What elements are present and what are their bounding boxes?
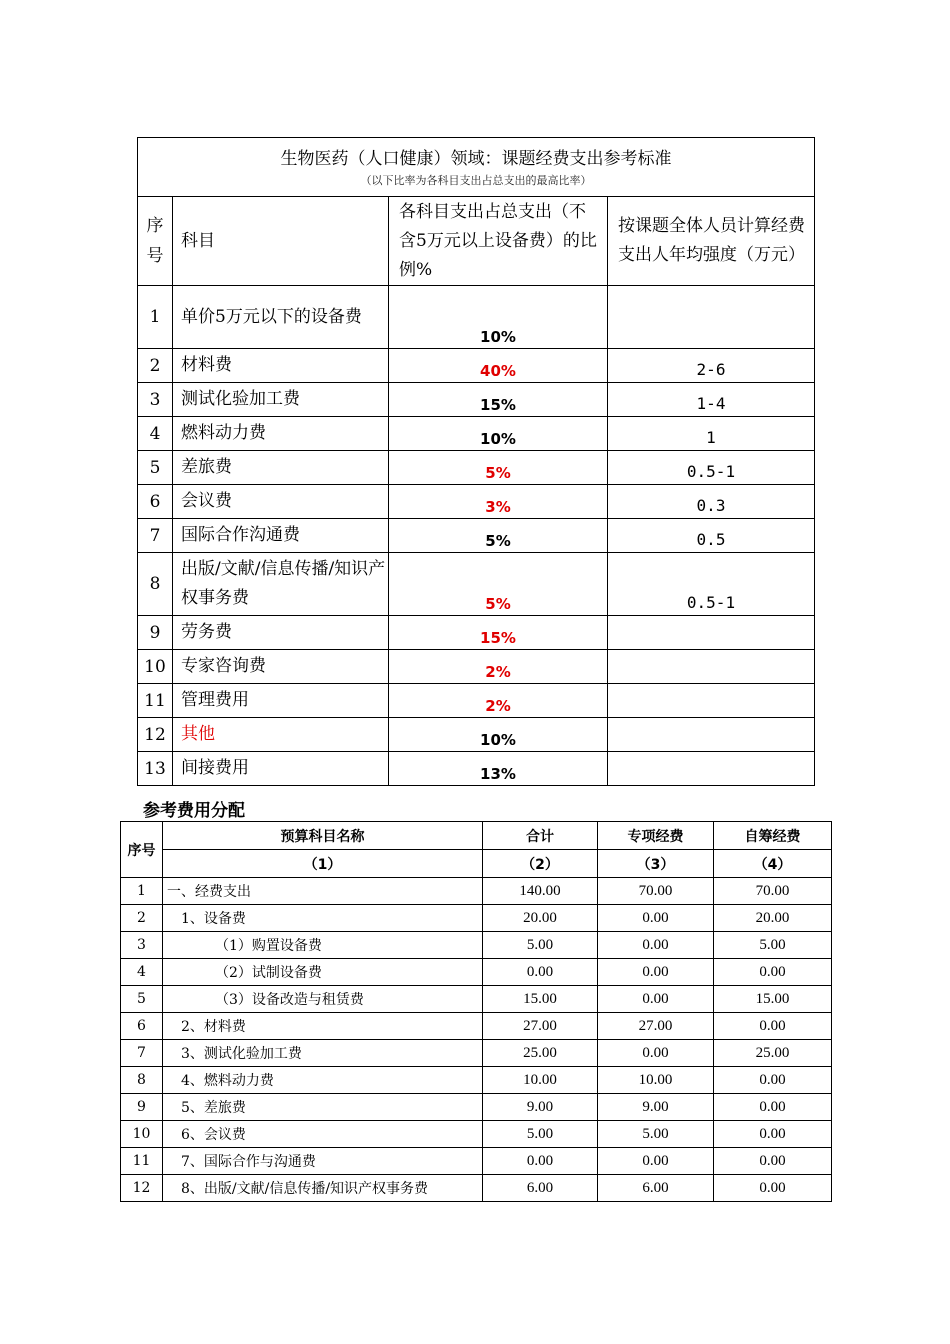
- row-seq: 4: [138, 417, 173, 451]
- row-subject: 燃料动力费: [173, 417, 389, 451]
- row-special: 0.00: [598, 932, 714, 959]
- row-self: 0.00: [714, 1175, 832, 1202]
- row-total: 140.00: [483, 878, 598, 905]
- row-special: 27.00: [598, 1013, 714, 1040]
- header-index-2: （2）: [483, 850, 598, 878]
- row-special: 0.00: [598, 1040, 714, 1067]
- row-ratio: 15%: [389, 616, 608, 650]
- header-index-4: （4）: [714, 850, 832, 878]
- row-seq: 7: [138, 519, 173, 553]
- table-row: [138, 718, 815, 752]
- table-row: [138, 752, 815, 786]
- budget-standard-table: [137, 137, 815, 786]
- table-row: [121, 1121, 832, 1148]
- table-row: [121, 905, 832, 932]
- table-row: [121, 932, 832, 959]
- row-subject: 管理费用: [173, 684, 389, 718]
- row-seq: 12: [121, 1175, 163, 1202]
- row-subject: 劳务费: [173, 616, 389, 650]
- row-total: 27.00: [483, 1013, 598, 1040]
- row-seq: 12: [138, 718, 173, 752]
- header-ratio: 各科目支出占总支出（不含5万元以上设备费）的比例%: [389, 197, 608, 286]
- row-seq: 5: [121, 986, 163, 1013]
- row-seq: 8: [121, 1067, 163, 1094]
- table-row: [138, 684, 815, 718]
- row-ratio: 15%: [389, 383, 608, 417]
- table-row: [138, 553, 815, 616]
- row-seq: 6: [138, 485, 173, 519]
- table-row: [138, 451, 815, 485]
- row-intensity: [608, 752, 815, 786]
- row-subject: 间接费用: [173, 752, 389, 786]
- table-body: [138, 286, 815, 786]
- row-total: 6.00: [483, 1175, 598, 1202]
- row-intensity: [608, 684, 815, 718]
- row-budget-item: 8、出版/文献/信息传播/知识产权事务费: [163, 1175, 483, 1202]
- row-ratio: 5%: [389, 553, 608, 616]
- row-ratio: 2%: [389, 650, 608, 684]
- row-budget-item: 5、差旅费: [163, 1094, 483, 1121]
- row-intensity: 0.5-1: [608, 553, 815, 616]
- header-name: 预算科目名称: [163, 822, 483, 850]
- table-body: [121, 878, 832, 1202]
- row-subject: 差旅费: [173, 451, 389, 485]
- table-row: [138, 286, 815, 349]
- header-index-3: （3）: [598, 850, 714, 878]
- row-ratio: 5%: [389, 451, 608, 485]
- row-total: 5.00: [483, 932, 598, 959]
- row-seq: 3: [138, 383, 173, 417]
- row-seq: 5: [138, 451, 173, 485]
- row-intensity: [608, 286, 815, 349]
- row-total: 0.00: [483, 959, 598, 986]
- row-seq: 2: [138, 349, 173, 383]
- row-self: 0.00: [714, 1013, 832, 1040]
- row-seq: 7: [121, 1040, 163, 1067]
- row-subject: 会议费: [173, 485, 389, 519]
- row-seq: 10: [121, 1121, 163, 1148]
- table-index-row: [121, 850, 832, 878]
- row-seq: 9: [121, 1094, 163, 1121]
- header-subject: 科目: [173, 197, 389, 286]
- row-special: 0.00: [598, 959, 714, 986]
- row-seq: 13: [138, 752, 173, 786]
- table-row: [138, 417, 815, 451]
- row-self: 0.00: [714, 1148, 832, 1175]
- row-subject: 单价5万元以下的设备费: [173, 286, 389, 349]
- row-intensity: [608, 616, 815, 650]
- row-intensity: [608, 650, 815, 684]
- row-seq: 9: [138, 616, 173, 650]
- row-seq: 2: [121, 905, 163, 932]
- row-ratio: 2%: [389, 684, 608, 718]
- row-total: 9.00: [483, 1094, 598, 1121]
- table-title-row: [138, 138, 815, 197]
- row-budget-item: 7、国际合作与沟通费: [163, 1148, 483, 1175]
- header-special: 专项经费: [598, 822, 714, 850]
- row-total: 15.00: [483, 986, 598, 1013]
- row-seq: 4: [121, 959, 163, 986]
- row-ratio: 3%: [389, 485, 608, 519]
- row-seq: 8: [138, 553, 173, 616]
- table-row: [138, 519, 815, 553]
- row-intensity: 0.5-1: [608, 451, 815, 485]
- row-intensity: 2-6: [608, 349, 815, 383]
- row-subject: 其他: [173, 718, 389, 752]
- row-subject: 国际合作沟通费: [173, 519, 389, 553]
- cost-allocation-table: [120, 821, 832, 1202]
- table-row: [138, 650, 815, 684]
- table-row: [138, 616, 815, 650]
- row-self: 25.00: [714, 1040, 832, 1067]
- row-ratio: 10%: [389, 286, 608, 349]
- table-title: 生物医药（人口健康）领域：课题经费支出参考标准: [280, 149, 672, 169]
- row-special: 0.00: [598, 1148, 714, 1175]
- row-budget-item: （2）试制设备费: [163, 959, 483, 986]
- table-row: [121, 1013, 832, 1040]
- row-intensity: 0.3: [608, 485, 815, 519]
- row-budget-item: （3）设备改造与租赁费: [163, 986, 483, 1013]
- row-seq: 6: [121, 1013, 163, 1040]
- table-row: [121, 1067, 832, 1094]
- row-intensity: 1-4: [608, 383, 815, 417]
- row-self: 5.00: [714, 932, 832, 959]
- row-seq: 1: [138, 286, 173, 349]
- row-seq: 1: [121, 878, 163, 905]
- header-seq: 序号: [138, 197, 173, 286]
- row-budget-item: （1）购置设备费: [163, 932, 483, 959]
- row-self: 15.00: [714, 986, 832, 1013]
- row-ratio: 40%: [389, 349, 608, 383]
- row-total: 0.00: [483, 1148, 598, 1175]
- row-ratio: 13%: [389, 752, 608, 786]
- row-self: 0.00: [714, 959, 832, 986]
- header-index-1: （1）: [163, 850, 483, 878]
- table-title-cell: [138, 138, 815, 197]
- row-seq: 3: [121, 932, 163, 959]
- table-row: [121, 1094, 832, 1121]
- row-special: 0.00: [598, 986, 714, 1013]
- row-intensity: [608, 718, 815, 752]
- row-budget-item: 3、测试化验加工费: [163, 1040, 483, 1067]
- table-row: [121, 959, 832, 986]
- row-special: 70.00: [598, 878, 714, 905]
- row-budget-item: 4、燃料动力费: [163, 1067, 483, 1094]
- row-total: 20.00: [483, 905, 598, 932]
- table-header-row: [121, 822, 832, 850]
- table-row: [121, 1175, 832, 1202]
- row-self: 70.00: [714, 878, 832, 905]
- header-self: 自筹经费: [714, 822, 832, 850]
- header-total: 合计: [483, 822, 598, 850]
- table-row: [138, 349, 815, 383]
- row-ratio: 10%: [389, 718, 608, 752]
- table-row: [121, 986, 832, 1013]
- section-heading: 参考费用分配: [143, 801, 245, 821]
- table-row: [121, 878, 832, 905]
- row-total: 25.00: [483, 1040, 598, 1067]
- table-row: [138, 485, 815, 519]
- header-intensity: 按课题全体人员计算经费支出人年均强度（万元）: [608, 197, 815, 286]
- row-self: 0.00: [714, 1067, 832, 1094]
- row-special: 9.00: [598, 1094, 714, 1121]
- row-seq: 11: [121, 1148, 163, 1175]
- row-subject: 测试化验加工费: [173, 383, 389, 417]
- table-row: [121, 1040, 832, 1067]
- row-self: 0.00: [714, 1094, 832, 1121]
- row-budget-item: 一、经费支出: [163, 878, 483, 905]
- row-self: 0.00: [714, 1121, 832, 1148]
- table-subtitle: （以下比率为各科目支出占总支出的最高比率）: [360, 174, 592, 187]
- header-seq: 序号: [121, 822, 163, 878]
- row-total: 5.00: [483, 1121, 598, 1148]
- table-row: [138, 383, 815, 417]
- table-row: [121, 1148, 832, 1175]
- row-subject: 出版/文献/信息传播/知识产权事务费: [173, 553, 389, 616]
- row-intensity: 0.5: [608, 519, 815, 553]
- row-special: 5.00: [598, 1121, 714, 1148]
- row-special: 6.00: [598, 1175, 714, 1202]
- row-special: 0.00: [598, 905, 714, 932]
- row-self: 20.00: [714, 905, 832, 932]
- row-ratio: 10%: [389, 417, 608, 451]
- row-ratio: 5%: [389, 519, 608, 553]
- row-budget-item: 1、设备费: [163, 905, 483, 932]
- row-budget-item: 2、材料费: [163, 1013, 483, 1040]
- table-header-row: [138, 197, 815, 286]
- row-seq: 11: [138, 684, 173, 718]
- row-subject: 专家咨询费: [173, 650, 389, 684]
- row-subject: 材料费: [173, 349, 389, 383]
- row-budget-item: 6、会议费: [163, 1121, 483, 1148]
- row-total: 10.00: [483, 1067, 598, 1094]
- row-special: 10.00: [598, 1067, 714, 1094]
- row-seq: 10: [138, 650, 173, 684]
- row-intensity: 1: [608, 417, 815, 451]
